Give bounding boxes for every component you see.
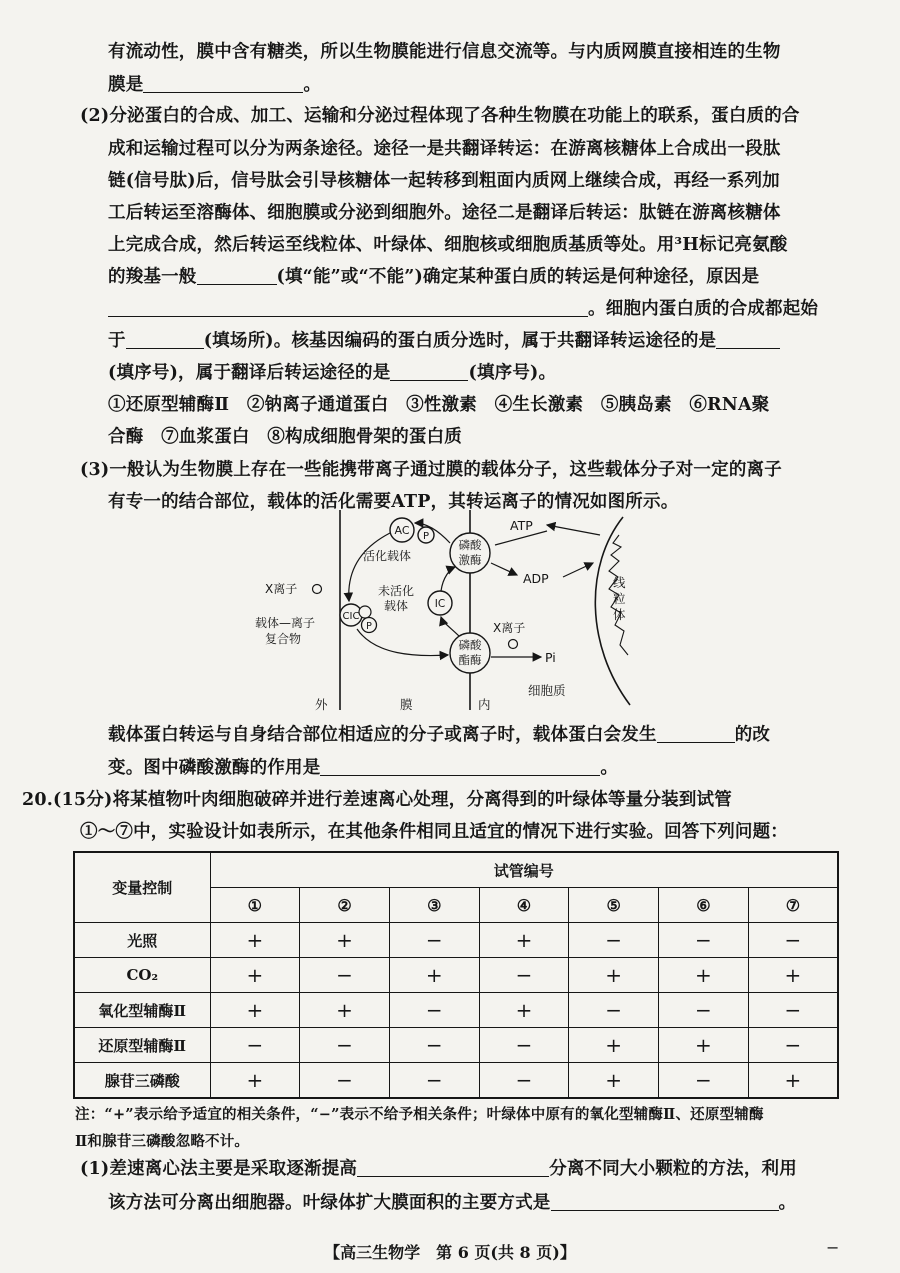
adp-label: ADP: [523, 571, 549, 586]
tube-header: ⑥: [659, 888, 749, 923]
table-cell: −: [748, 1028, 838, 1063]
complex-label-1: 载体—离子: [255, 616, 316, 630]
answer-blank[interactable]: [197, 266, 277, 285]
answer-blank[interactable]: [126, 330, 204, 349]
table-cell: −: [300, 1063, 390, 1099]
text-line: 工后转运至溶酶体、细胞膜或分泌到细胞外。途径二是翻译后转运：肽链在游离核糖体: [108, 203, 781, 223]
text-fragment: (填场所)。核基因编码的蛋白质分选时，属于共翻译转运途径的是: [203, 331, 717, 351]
text-fragment: 。: [600, 758, 619, 778]
table-cell: −: [389, 1028, 479, 1063]
tube-header: ⑤: [569, 888, 659, 923]
text-fragment: 。: [303, 75, 322, 95]
table-cell: −: [300, 1028, 390, 1063]
row-label: 氧化型辅酶Ⅱ: [74, 993, 210, 1028]
text-fragment: 膜是: [108, 75, 144, 95]
text-line: ①～⑦中，实验设计如表所示，在其他条件相同且适宜的情况下进行实验。回答下列问题：: [80, 822, 788, 842]
table-cell: +: [210, 923, 300, 958]
phosphatase-label-1: 磷酸: [458, 638, 482, 652]
table-cell: +: [210, 993, 300, 1028]
phosphate-label-2: P: [366, 621, 372, 632]
table-cell: −: [569, 993, 659, 1028]
text-line: [108, 265, 759, 289]
table-cell: −: [659, 1063, 749, 1099]
answer-blank[interactable]: [357, 1158, 549, 1177]
carrier-transport-diagram: [245, 505, 665, 720]
table-cell: −: [389, 1063, 479, 1099]
table-row: [74, 1063, 838, 1099]
table-cell: +: [210, 958, 300, 993]
row-header-title: 变量控制: [74, 852, 210, 923]
text-line: [108, 73, 321, 97]
table-cell: −: [569, 923, 659, 958]
answer-blank[interactable]: [716, 330, 780, 349]
mito-label-1: 线: [613, 575, 626, 590]
answer-blank[interactable]: [320, 757, 600, 776]
text-fragment: 。: [778, 1193, 797, 1213]
corner-mark: −: [826, 1238, 840, 1257]
table-note: Ⅱ和腺苷三磷酸忽略不计。: [75, 1133, 250, 1150]
table-cell: +: [569, 958, 659, 993]
text-fragment: 分离不同大小颗粒的方法，利用: [549, 1159, 797, 1179]
table-cell: +: [479, 923, 569, 958]
ic-label: IC: [434, 598, 446, 610]
text-fragment: 的羧基一般: [108, 267, 197, 287]
row-label: CO₂: [74, 958, 210, 993]
table-cell: +: [659, 958, 749, 993]
table-cell: +: [569, 1063, 659, 1099]
table-cell: +: [569, 1028, 659, 1063]
text-line: [108, 756, 618, 780]
x-ion-right-circle: [509, 640, 518, 649]
row-label: 腺苷三磷酸: [74, 1063, 210, 1099]
options-line: 合酶 ⑦血浆蛋白 ⑧构成细胞骨架的蛋白质: [108, 427, 462, 447]
table-cell: −: [389, 993, 479, 1028]
table-cell: −: [659, 993, 749, 1028]
cic-label: CIC: [342, 611, 360, 622]
tube-header: ④: [479, 888, 569, 923]
table-cell: +: [300, 923, 390, 958]
table-cell: −: [300, 958, 390, 993]
outside-label: 外: [315, 697, 328, 712]
answer-blank[interactable]: [143, 74, 303, 93]
table-cell: +: [389, 958, 479, 993]
col-group-title: 试管编号: [210, 852, 838, 888]
table-cell: −: [389, 923, 479, 958]
atp-label: ATP: [510, 518, 533, 533]
tube-header: ⑦: [748, 888, 838, 923]
text-fragment: 该方法可分离出细胞器。叶绿体扩大膜面积的主要方式是: [108, 1193, 551, 1213]
text-fragment: 载体蛋白转运与自身结合部位相适应的分子或离子时，载体蛋白会发生: [108, 725, 657, 745]
text-fragment: (填序号)，属于翻译后转运途径的是: [108, 363, 391, 383]
phosphate-label: P: [422, 531, 430, 542]
text-line: [108, 1191, 796, 1215]
inactive-label-2: 载体: [384, 599, 409, 613]
text-fragment: (1)差速离心法主要是采取逐渐提高: [80, 1159, 358, 1179]
text-line: [108, 329, 780, 353]
tube-header: ②: [300, 888, 390, 923]
text-line: [108, 297, 818, 321]
tube-header: ③: [389, 888, 479, 923]
ion-small-circle: [359, 606, 371, 618]
text-fragment: 的改: [734, 725, 771, 745]
cytoplasm-label: 细胞质: [528, 683, 566, 698]
table-cell: +: [748, 958, 838, 993]
table-note: 注：“+”表示给予适宜的相关条件，“−”表示不给予相关条件；叶绿体中原有的氧化型辅酶Ⅱ、还原型辅酶: [75, 1106, 764, 1123]
text-line: [108, 723, 770, 747]
text-line: 有专一的结合部位，载体的活化需要ATP，其转运离子的情况如图所示。: [108, 492, 679, 512]
row-label: 光照: [74, 923, 210, 958]
answer-blank[interactable]: [390, 362, 468, 381]
text-fragment: 变。图中磷酸激酶的作用是: [108, 758, 321, 778]
mito-label-2: 粒: [613, 591, 626, 606]
pi-label: Pi: [545, 650, 556, 665]
x-ion-right-label: X离子: [493, 621, 526, 635]
text-fragment: (填“能”或“不能”)确定某种蛋白质的转运是何种途径，原因是: [276, 267, 760, 287]
text-line: 成和运输过程可以分为两条途径。途径一是共翻译转运：在游离核糖体上合成出一段肽: [108, 139, 781, 159]
table-cell: −: [479, 1028, 569, 1063]
table-cell: +: [748, 1063, 838, 1099]
options-line: ①还原型辅酶Ⅱ ②钠离子通道蛋白 ③性激素 ④生长激素 ⑤胰岛素 ⑥RNA聚: [108, 395, 770, 415]
table-cell: +: [210, 1063, 300, 1099]
page-footer: 【高三生物学 第 6 页(共 8 页)】: [324, 1243, 576, 1262]
tube-header: ①: [210, 888, 300, 923]
text-line: [80, 1157, 797, 1181]
table-cell: +: [300, 993, 390, 1028]
x-ion-left-label: X离子: [265, 582, 298, 596]
table-cell: −: [210, 1028, 300, 1063]
mito-label-3: 体: [613, 607, 626, 622]
text-line: 有流动性，膜中含有糖类，所以生物膜能进行信息交流等。与内质网膜直接相连的生物: [108, 42, 781, 62]
text-line: 链(信号肽)后，信号肽会引导核糖体一起转移到粗面内质网上继续合成，再经一系列加: [108, 171, 780, 191]
question-20-header: 20.(15分)将某植物叶肉细胞破碎并进行差速离心处理，分离得到的叶绿体等量分装到试管: [22, 790, 732, 810]
table-row: [74, 958, 838, 993]
answer-blank[interactable]: [108, 298, 588, 317]
row-label: 还原型辅酶Ⅱ: [74, 1028, 210, 1063]
x-ion-left-circle: [313, 585, 322, 594]
inside-label: 内: [478, 697, 491, 712]
text-line: 上完成合成，然后转运至线粒体、叶绿体、细胞核或细胞质基质等处。用³H标记亮氨酸: [108, 235, 788, 255]
ac-label: AC: [394, 524, 410, 537]
kinase-label-1: 磷酸: [458, 538, 482, 552]
answer-blank[interactable]: [657, 724, 735, 743]
membrane-label: 膜: [400, 697, 413, 712]
text-fragment: 于: [108, 331, 126, 351]
answer-blank[interactable]: [551, 1192, 779, 1211]
table-cell: −: [748, 923, 838, 958]
table-cell: −: [479, 1063, 569, 1099]
text-fragment: 。细胞内蛋白质的合成都起始: [588, 299, 819, 319]
table-row: [74, 923, 838, 958]
inactive-label-1: 未活化: [378, 584, 415, 598]
complex-label-2: 复合物: [265, 632, 302, 646]
kinase-label-2: 激酶: [458, 553, 482, 567]
table-cell: −: [479, 958, 569, 993]
table-cell: −: [748, 993, 838, 1028]
table-cell: +: [479, 993, 569, 1028]
table-cell: +: [659, 1028, 749, 1063]
text-line: [108, 361, 556, 385]
table-row: [74, 993, 838, 1028]
phosphatase-label-2: 酯酶: [458, 653, 482, 667]
text-line: (2)分泌蛋白的合成、加工、运输和分泌过程体现了各种生物膜在功能上的联系，蛋白质的合: [80, 106, 800, 126]
table-cell: −: [659, 923, 749, 958]
text-line: (3)一般认为生物膜上存在一些能携带离子通过膜的载体分子，这些载体分子对一定的离子: [80, 460, 782, 480]
text-fragment: (填序号)。: [468, 363, 557, 383]
experiment-table: [73, 851, 839, 1099]
table-row: [74, 1028, 838, 1063]
activated-carrier-label: 活化载体: [363, 549, 412, 563]
